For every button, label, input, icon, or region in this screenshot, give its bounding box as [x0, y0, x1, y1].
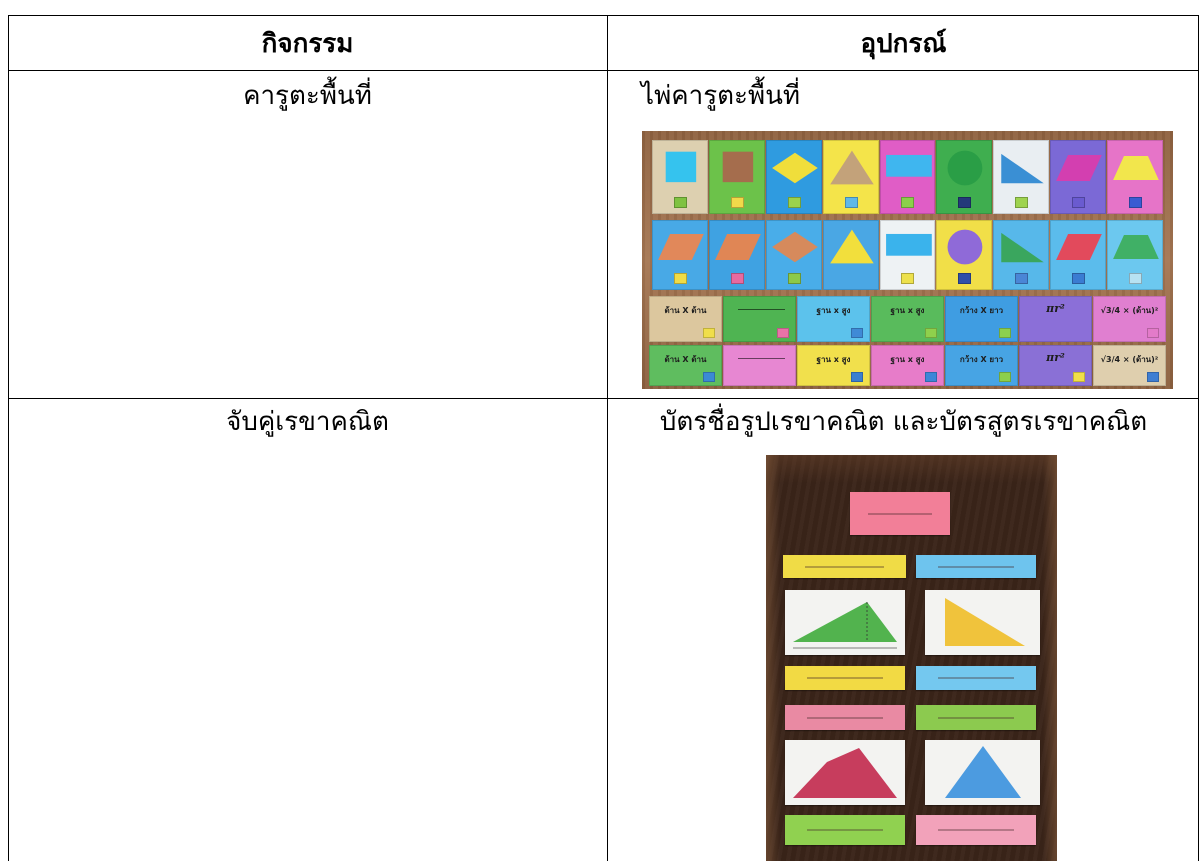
parallelogram-shape	[1055, 146, 1103, 190]
header-row-divider	[8, 70, 1199, 71]
formula-text: กว้าง X ยาว	[959, 306, 1004, 315]
rhombus-shape	[771, 226, 819, 268]
point-badge	[958, 197, 971, 208]
point-badge	[1073, 372, 1085, 382]
point-badge	[851, 328, 863, 338]
formula-text: πr²	[1046, 302, 1065, 315]
point-badge	[788, 197, 801, 208]
board-title-card	[850, 492, 950, 535]
formula-text: πr²	[1046, 351, 1065, 364]
point-badge	[1129, 197, 1142, 208]
card-scribble	[807, 829, 884, 831]
card-scribble	[938, 717, 1015, 719]
point-badge	[1129, 273, 1142, 284]
shape-card	[936, 140, 992, 214]
row-2-equipment: บัตรชื่อรูปเรขาคณิต และบัตรสูตรเรขาคณิต	[659, 407, 1148, 437]
point-badge	[1147, 328, 1159, 338]
card-scribble	[805, 566, 884, 568]
formula-card	[916, 666, 1036, 690]
card-scribble	[938, 677, 1015, 679]
formula-text: ด้าน X ด้าน	[664, 306, 707, 315]
formula-card	[945, 296, 1018, 342]
row-1-equipment: ไพ่คารูตะพื้นที่	[641, 81, 801, 111]
shape-card	[766, 220, 822, 290]
point-badge	[999, 328, 1011, 338]
card-scribble	[807, 677, 884, 679]
formula-card	[649, 296, 722, 342]
parallelogram-shape	[714, 226, 762, 268]
right-triangle-figure	[925, 590, 1040, 655]
point-badge	[925, 372, 937, 382]
formula-card	[785, 666, 905, 690]
point-badge	[1072, 197, 1085, 208]
row-divider	[8, 398, 1199, 399]
formula-card	[1019, 296, 1092, 342]
point-badge	[925, 328, 937, 338]
shape-figure-card	[925, 740, 1040, 805]
formula-text: ด้าน X ด้าน	[664, 355, 707, 364]
formula-card	[871, 296, 944, 342]
point-badge	[901, 273, 914, 284]
shape-name-card	[783, 555, 906, 578]
shape-figure-card	[785, 740, 905, 805]
formula-card	[945, 345, 1018, 386]
card-scribble	[868, 513, 932, 515]
karuta-cards-photo	[642, 131, 1173, 389]
shape-card	[993, 220, 1049, 290]
shape-card	[652, 220, 708, 290]
card-scribble	[807, 717, 884, 719]
formula-text: ฐาน x สูง	[890, 355, 925, 364]
shape-name-card	[916, 555, 1036, 578]
point-badge	[788, 273, 801, 284]
shape-card	[766, 140, 822, 214]
shape-card	[880, 220, 936, 290]
row-1-activity: คารูตะพื้นที่	[243, 81, 372, 111]
point-badge	[1015, 273, 1028, 284]
rhombus-shape	[771, 146, 819, 190]
shape-card	[1050, 140, 1106, 214]
point-badge	[1072, 273, 1085, 284]
formula-text: กว้าง X ยาว	[959, 355, 1004, 364]
formula-card	[723, 296, 796, 342]
shape-name-card	[785, 705, 905, 730]
point-badge	[999, 372, 1011, 382]
formula-card	[797, 345, 870, 386]
point-badge	[731, 273, 744, 284]
shape-card	[1107, 220, 1163, 290]
shape-card	[1107, 140, 1163, 214]
formula-text: ฐาน x สูง	[890, 306, 925, 315]
point-badge	[674, 197, 687, 208]
shape-card	[993, 140, 1049, 214]
formula-card	[1093, 345, 1166, 386]
card-scribble	[938, 566, 1015, 568]
shape-card	[823, 220, 879, 290]
shape-card	[936, 220, 992, 290]
row-2-activity: จับคู่เรขาคณิต	[226, 407, 389, 437]
square-shape	[657, 146, 705, 190]
shape-card	[823, 140, 879, 214]
right-triangle-shape	[998, 226, 1046, 268]
triangle-shape	[828, 226, 876, 268]
formula-card	[649, 345, 722, 386]
card-scribble	[938, 829, 1015, 831]
square-shape	[714, 146, 762, 190]
point-badge	[777, 328, 789, 338]
right-triangle-shape	[998, 146, 1046, 190]
formula-card	[1093, 296, 1166, 342]
formula-card	[797, 296, 870, 342]
formula-text: √3/4 × (ด้าน)²	[1100, 355, 1159, 364]
formula-card	[1019, 345, 1092, 386]
parallelogram-shape	[657, 226, 705, 268]
point-badge	[703, 328, 715, 338]
shape-card	[652, 140, 708, 214]
point-badge	[851, 372, 863, 382]
formula-card	[785, 815, 905, 845]
point-badge	[703, 372, 715, 382]
point-badge	[958, 273, 971, 284]
point-badge	[845, 197, 858, 208]
header-activity: กิจกรรม	[261, 28, 354, 59]
formula-card	[871, 345, 944, 386]
formula-text: ฐาน x สูง	[816, 306, 851, 315]
circle-shape	[941, 226, 989, 268]
point-badge	[1147, 372, 1159, 382]
rectangle-shape	[885, 146, 933, 190]
shape-figure-card	[785, 590, 905, 655]
parallelogram-shape	[1055, 226, 1103, 268]
point-badge	[731, 197, 744, 208]
formula-card	[916, 815, 1036, 845]
geometry-board-photo	[766, 455, 1057, 861]
formula-text: ฐาน x สูง	[816, 355, 851, 364]
header-equipment: อุปกรณ์	[860, 28, 947, 59]
shape-name-card	[916, 705, 1036, 730]
circle-shape	[941, 146, 989, 190]
blank-line	[738, 309, 785, 310]
shape-card	[880, 140, 936, 214]
obtuse-triangle-figure	[785, 740, 905, 805]
shape-figure-card	[925, 590, 1040, 655]
shape-card	[709, 140, 765, 214]
triangle-shape	[828, 146, 876, 190]
shape-card	[1050, 220, 1106, 290]
point-badge	[674, 273, 687, 284]
formula-card	[723, 345, 796, 386]
point-badge	[901, 197, 914, 208]
isosceles-triangle-figure	[925, 740, 1040, 805]
scalene-triangle-figure	[785, 590, 905, 655]
trapezoid-shape	[1112, 226, 1160, 268]
formula-text: √3/4 × (ด้าน)²	[1100, 306, 1159, 315]
point-badge	[1015, 197, 1028, 208]
blank-line	[738, 358, 785, 359]
rectangle-shape	[885, 226, 933, 268]
shape-card	[709, 220, 765, 290]
trapezoid-shape	[1112, 146, 1160, 190]
